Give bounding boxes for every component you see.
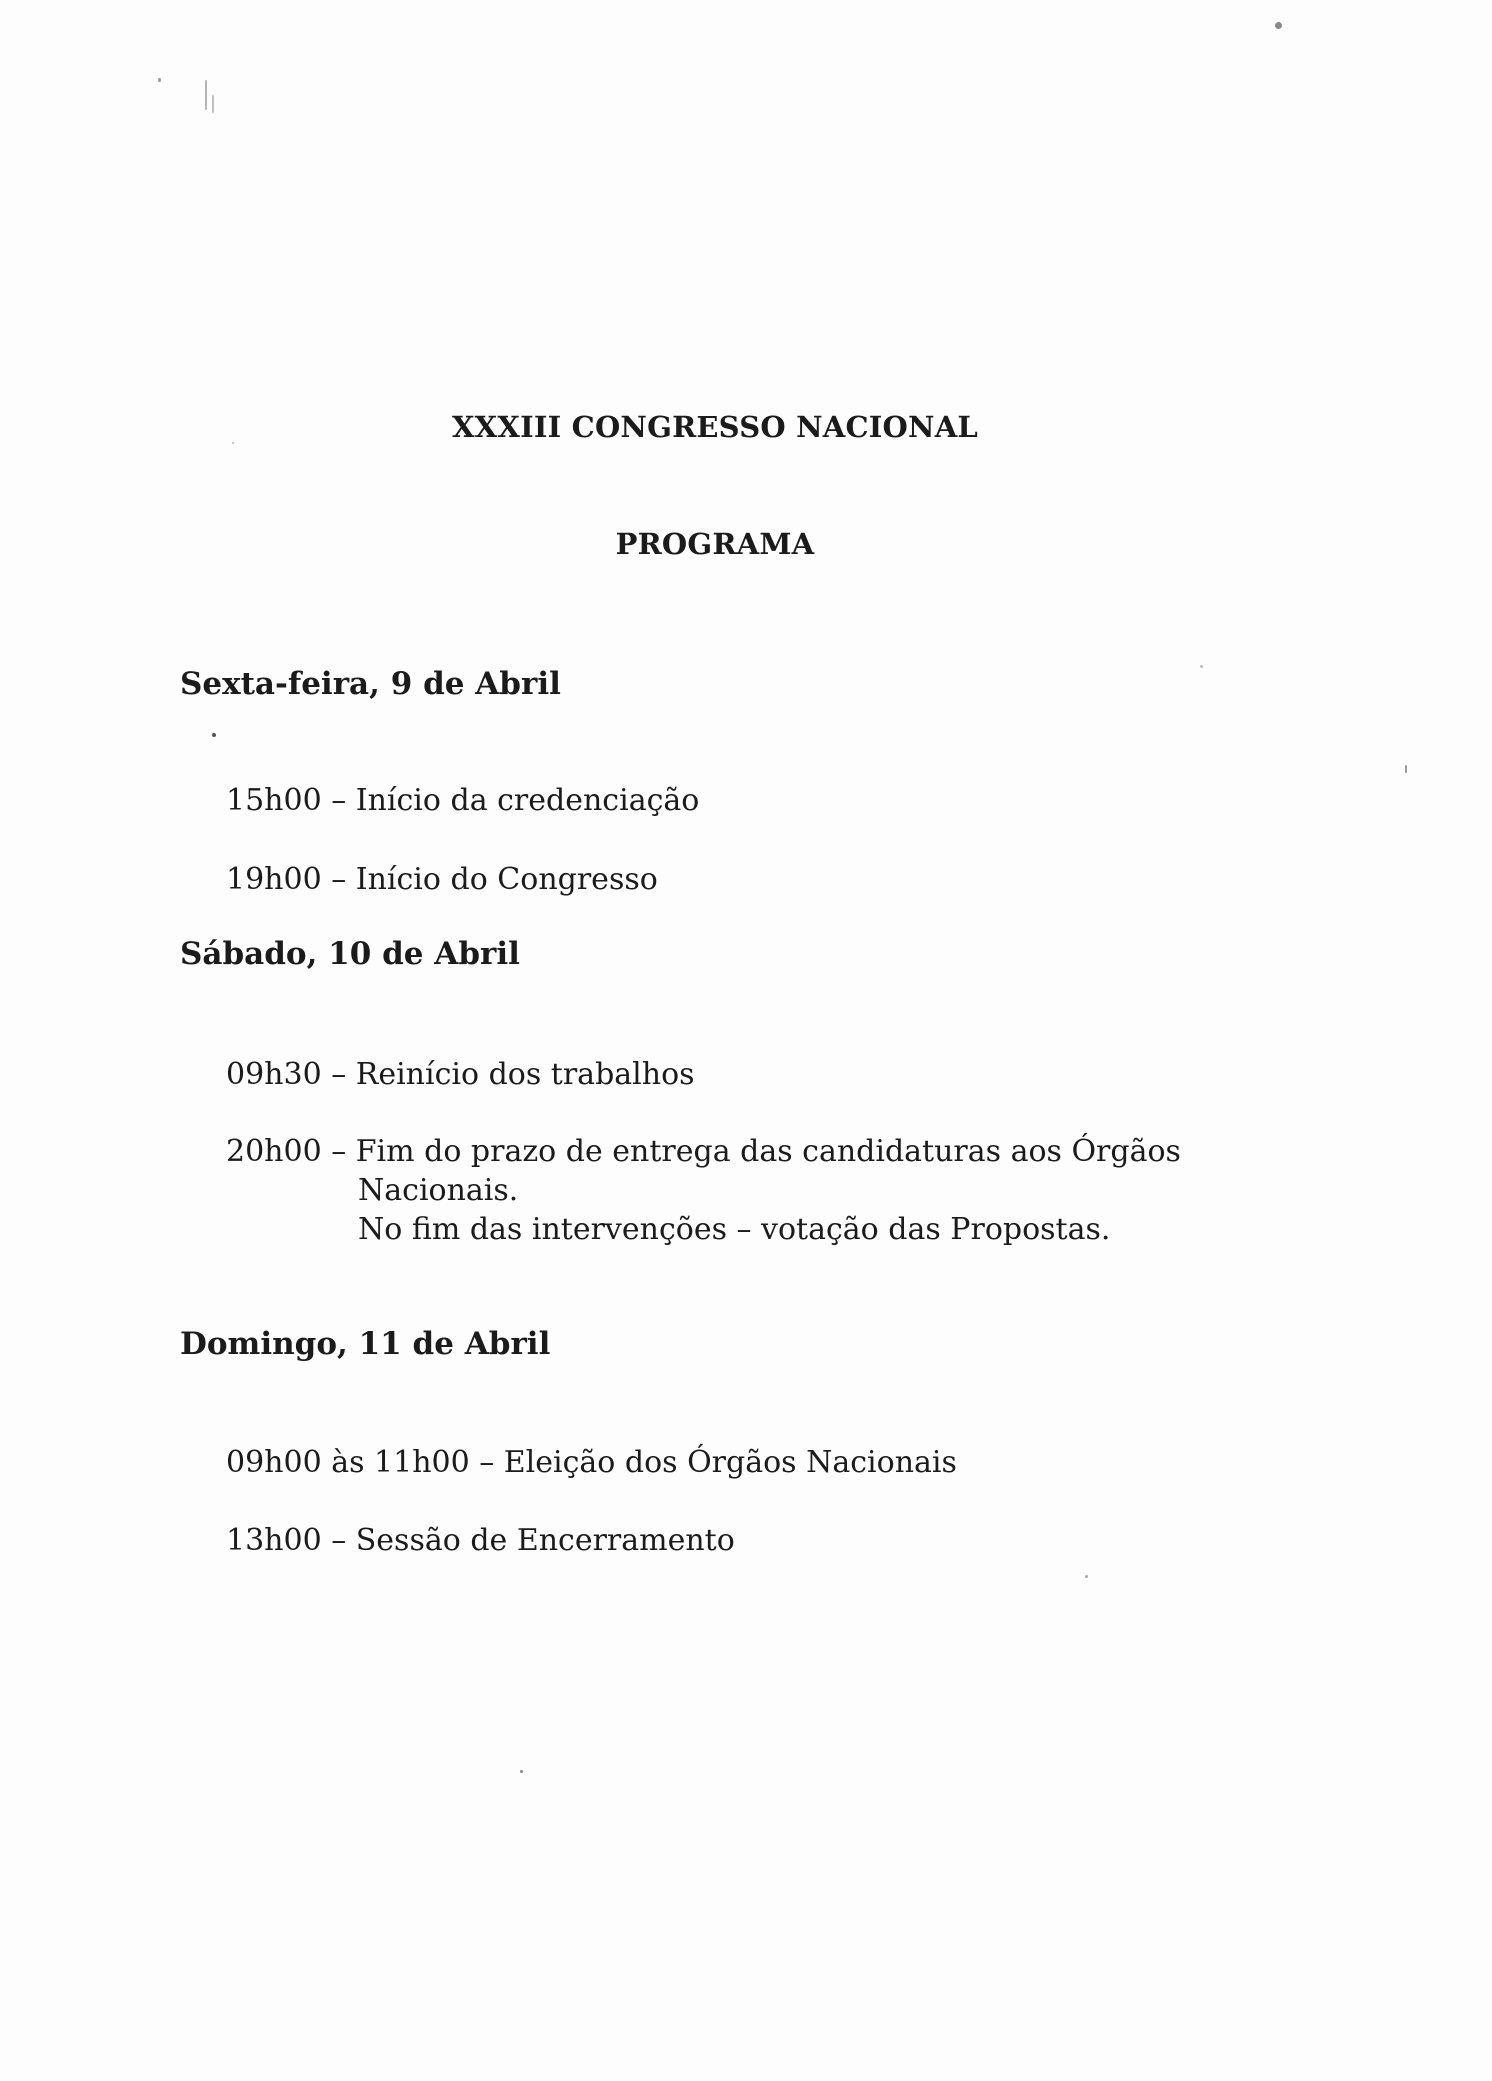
day-heading-sexta-feira: Sexta-feira, 9 de Abril bbox=[180, 666, 561, 702]
scan-speck bbox=[1200, 665, 1203, 668]
entry-continuation: No fim das intervenções – votação das Propostas. bbox=[358, 1212, 1111, 1247]
entry-text: 09h00 às 11h00 – Eleição dos Órgãos Nacionais bbox=[226, 1445, 957, 1480]
day-heading-sabado: Sábado, 10 de Abril bbox=[180, 936, 520, 972]
schedule-entry bbox=[226, 1055, 695, 1094]
schedule-entry bbox=[226, 1132, 1181, 1249]
entry-text: 19h00 – Início do Congresso bbox=[226, 862, 658, 897]
entry-text: 20h00 – Fim do prazo de entrega das candidaturas aos Órgãos bbox=[226, 1134, 1181, 1169]
schedule-entry bbox=[226, 781, 699, 820]
entry-text: 15h00 – Início da credenciação bbox=[226, 783, 700, 818]
day-heading-domingo: Domingo, 11 de Abril bbox=[180, 1326, 551, 1362]
scan-speck bbox=[1275, 22, 1282, 29]
schedule-entry bbox=[226, 1521, 735, 1560]
scan-speck bbox=[1405, 765, 1407, 773]
scan-speck bbox=[1085, 1575, 1088, 1578]
document-title: XXXIII CONGRESSO NACIONAL bbox=[451, 410, 979, 444]
scan-speck bbox=[212, 733, 216, 737]
scan-speck bbox=[212, 95, 214, 113]
entry-text: 09h30 – Reinício dos trabalhos bbox=[226, 1057, 695, 1092]
schedule-entry bbox=[226, 1443, 957, 1482]
scan-speck bbox=[205, 80, 207, 110]
document-subtitle: PROGRAMA bbox=[615, 527, 815, 561]
scan-speck bbox=[520, 1770, 523, 1773]
entry-text: 13h00 – Sessão de Encerramento bbox=[226, 1523, 735, 1558]
entry-continuation: Nacionais. bbox=[358, 1173, 519, 1208]
schedule-entry bbox=[226, 860, 658, 899]
scan-speck bbox=[158, 78, 161, 82]
